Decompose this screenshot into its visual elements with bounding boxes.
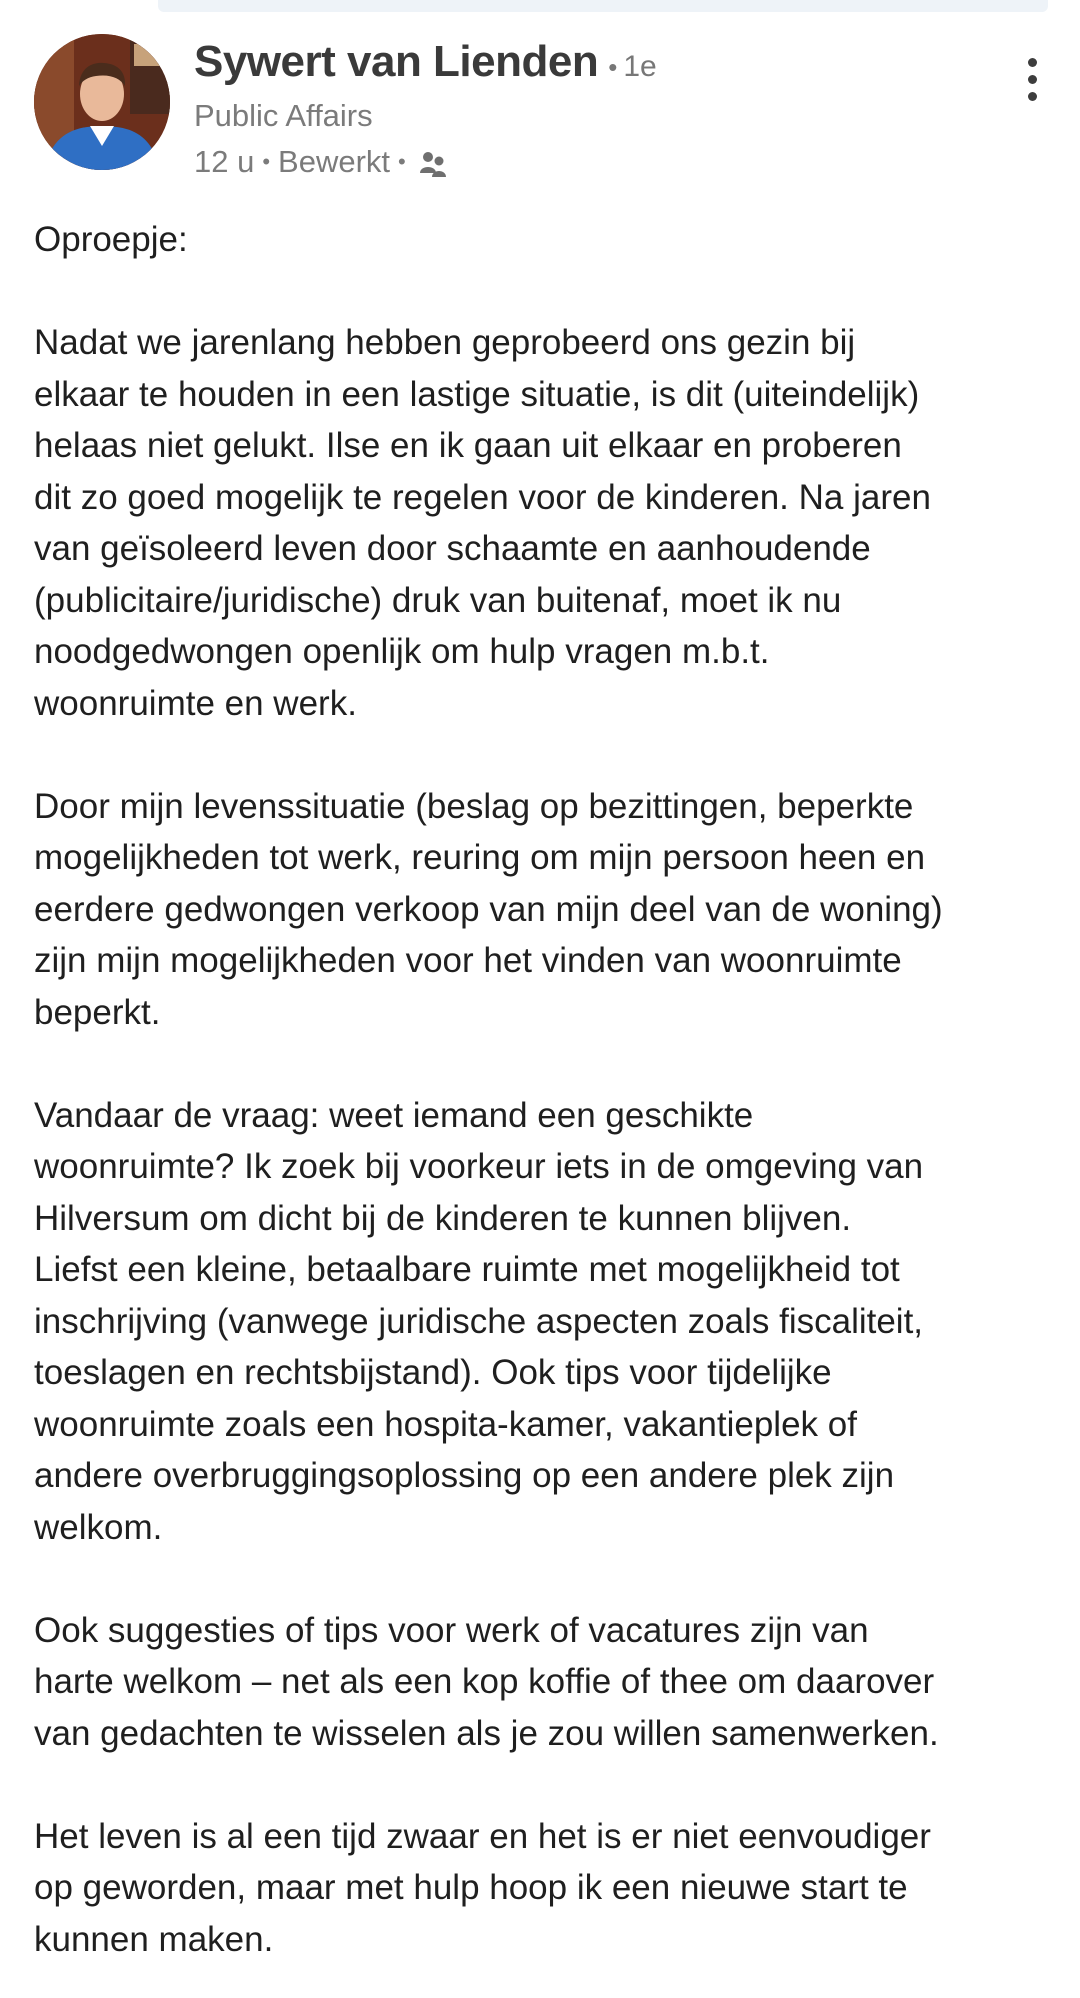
connections-icon bbox=[418, 147, 448, 177]
author-block bbox=[194, 34, 974, 184]
edited-label: Bewerkt bbox=[278, 144, 391, 179]
post-time: 12 u bbox=[194, 144, 255, 179]
post-paragraph-2: Nadat we jarenlang hebben geprobeerd ons gezin bij elkaar te houden in een lastige situatie, is dit (uiteindelijk) helaas niet gelukt. Ilse en ik gaan uit elkaar en proberen dit zo goed mogelijk te regelen voor de kinderen. Na jaren van geïsoleerd leven door schaamte en aanhoudende (publicitaire/juridische) druk van buitenaf, moet ik nu noodgedwongen openlijk om hulp vragen m.b.t. woonruimte en werk. bbox=[34, 323, 931, 723]
meta-separator: • bbox=[262, 149, 271, 174]
avatar-photo-icon bbox=[34, 34, 170, 170]
author-name-line bbox=[194, 34, 974, 90]
post-body bbox=[34, 214, 1054, 1965]
author-headline: Public Affairs bbox=[194, 98, 373, 133]
previous-card-edge bbox=[158, 0, 1048, 12]
post-header bbox=[34, 34, 1054, 179]
more-vertical-icon[interactable] bbox=[1010, 44, 1054, 114]
post-paragraph-3: Door mijn levenssituatie (beslag op bezittingen, beperkte mogelijkheden tot werk, reuring om mijn persoon heen en eerdere gedwongen verkoop van mijn deel van de woning) zijn mijn mogelijkheden voor het vinden van woonruimte beperkt. bbox=[34, 786, 943, 1032]
post-paragraph-5: Ook suggesties of tips voor werk of vacatures zijn van harte welkom – net als een kop koffie of thee om daarover van gedachten te wisselen als je zou willen samenwerken. bbox=[34, 1610, 939, 1753]
post-paragraph-6: Het leven is al een tijd zwaar en het is er niet eenvoudiger op geworden, maar met hulp hoop ik een nieuwe start te kunnen maken. bbox=[34, 1816, 931, 1959]
author-name[interactable]: Sywert van Lienden bbox=[194, 37, 599, 86]
meta-separator-2: • bbox=[398, 149, 406, 174]
connection-degree: 1e bbox=[623, 50, 657, 83]
post-meta bbox=[194, 140, 974, 184]
post-paragraph-4: Vandaar de vraag: weet iemand een geschikte woonruimte? Ik zoek bij voorkeur iets in de omgeving van Hilversum om dicht bij de kinderen te kunnen blijven. Liefst een kleine, betaalbare ruimte met mogelijkheid tot inschrijving (vanwege juridische aspecten zoals fiscaliteit, toeslagen en rechtsbijstand). Ook tips voor tijdelijke woonruimte zoals een hospita-kamer, vakantieplek of andere overbruggingsoplossing op een andere plek zijn welkom. bbox=[34, 1095, 924, 1547]
avatar[interactable] bbox=[34, 34, 170, 170]
degree-separator: • bbox=[608, 52, 618, 82]
post-paragraph-1: Oproepje: bbox=[34, 220, 188, 259]
